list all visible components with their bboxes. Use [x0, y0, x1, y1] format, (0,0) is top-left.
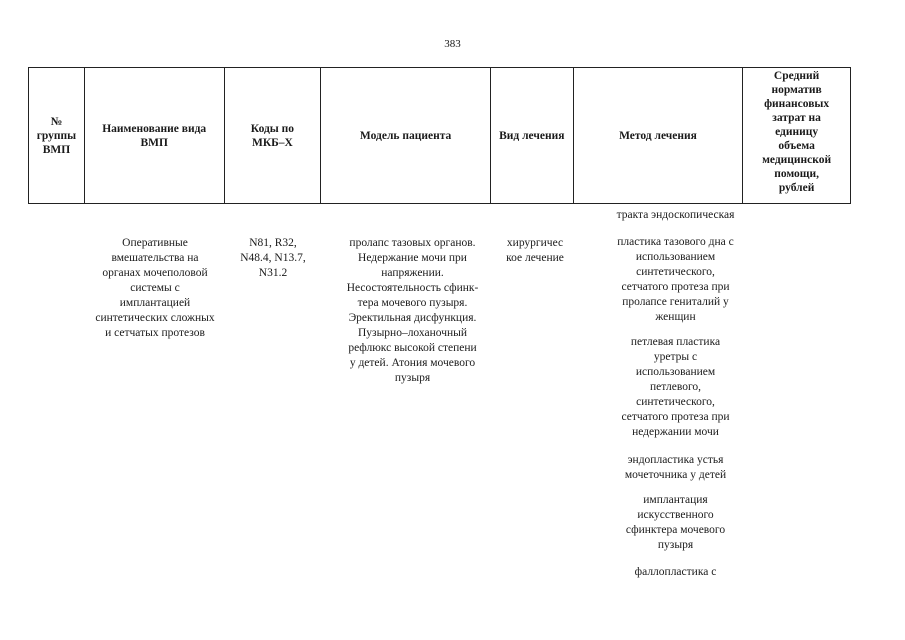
method-item: пластика тазового дна с использованием синтетического, сетчатого протеза при пролапсе гениталий у женщин: [617, 236, 734, 323]
header-treatment-method: Метод лечения: [574, 68, 744, 203]
header-group-number: № группы ВМП: [29, 68, 85, 203]
method-item: фаллопластика с: [634, 566, 717, 578]
cell-patient-model: пролапс тазовых органов. Недержание мочи при напряжении. Несостоятельность сфинк- тера мочевого пузыря. Эректильная дисфункция. Пузырно–лоханочный рефлюкс высокой степени у детей. Атония мочевого пузыря: [346, 237, 479, 384]
header-patient-model: Модель пациента: [321, 68, 491, 203]
header-icd-codes: Коды по МКБ–Х: [225, 68, 322, 203]
page-number: 383: [444, 38, 461, 50]
method-item: имплантация искусственного сфинктера мочевого пузыря: [625, 494, 726, 551]
cell-vmp-type: Оперативные вмешательства на органах мочеполовой системы с имплантацией синтетических сложных и сетчатых протезов: [95, 237, 215, 339]
cell-treatment-type: хирургичес кое лечение: [506, 237, 564, 264]
header-treatment-type: Вид лечения: [491, 68, 574, 203]
method-item: эндопластика устья мочеточника у детей: [624, 454, 727, 481]
cell-icd-codes: N81, R32, N48.4, N13.7, N31.2: [240, 237, 306, 279]
table-header: [28, 67, 851, 204]
header-average-cost: Средний норматив финансовых затрат на единицу объема медицинской помощи, рублей: [762, 70, 832, 194]
method-item: петлевая пластика уретры с использованием петлевого, синтетического, сетчатого протеза при недержании мочи: [621, 336, 730, 438]
method-item: тракта эндоскопическая: [616, 209, 735, 221]
header-vmp-type: Наименование вида ВМП: [85, 68, 225, 203]
